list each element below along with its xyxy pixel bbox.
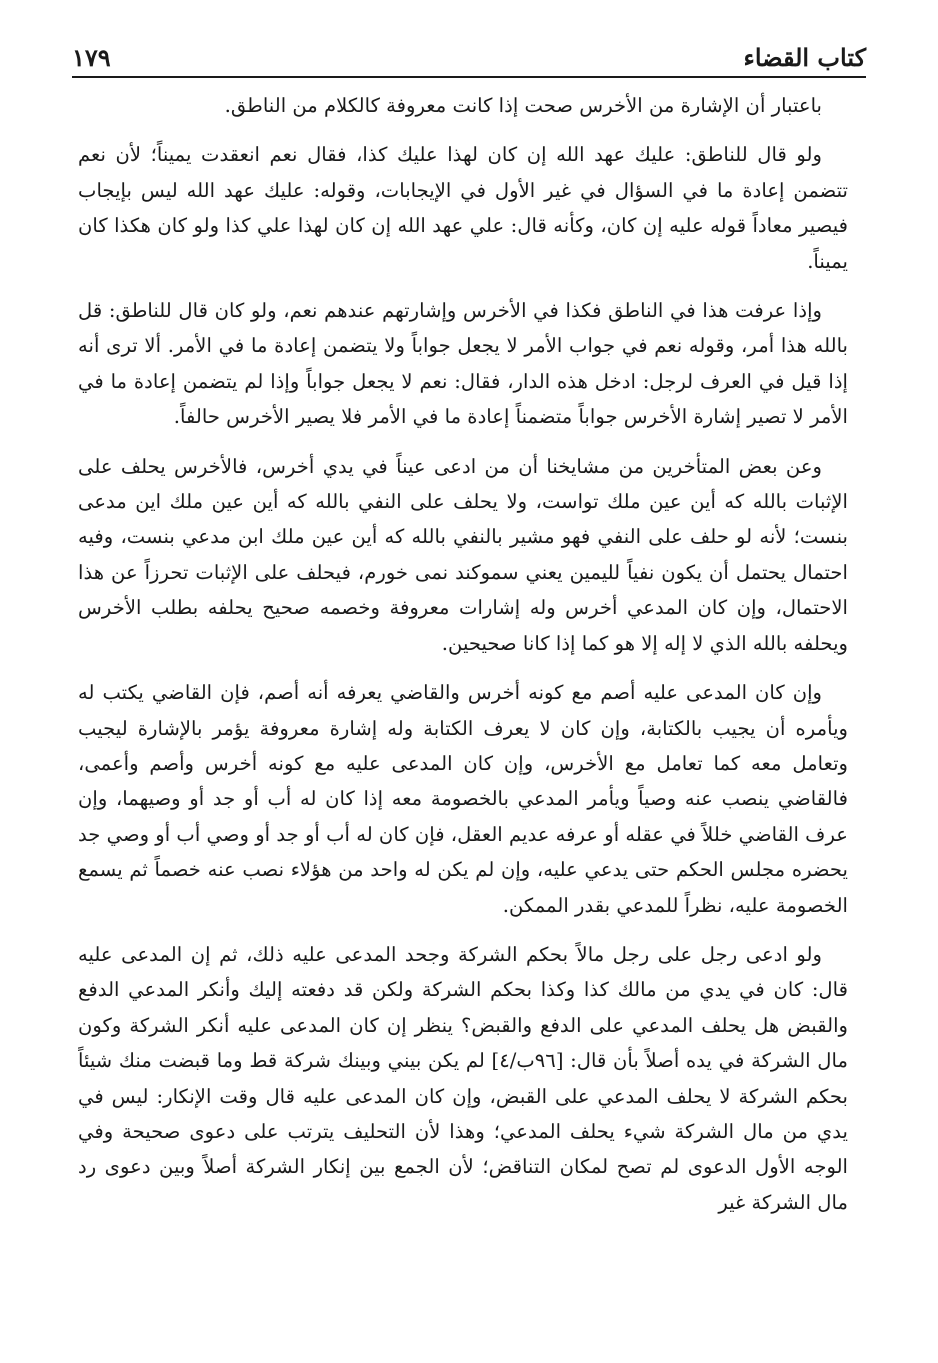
paragraph: ولو ادعى رجل على رجل مالاً بحكم الشركة وجحد المدعى عليه ذلك، ثم إن المدعى عليه قال: كان في يدي من مالك كذا وكذا بحكم الشركة ولكن قد دفعته إليك وأنكر المدعي الدفع والقبض هل يحلف المدعي على الدفع والقبض؟ ينظر إن كان المدعى عليه أنكر الشركة وكون مال الشركة في يده أصلاً بأن قال: [٩٦ب/٤] لم يكن بيني وبينك شركة قط وما قبضت منك شيئاً بحكم الشركة لا يحلف المدعي على القبض، وإن كان المدعى عليه قال وقت الإنكار: ليس في يدي من مال الشركة شيء يحلف المدعي؛ وهذا لأن التحليف يترتب على دعوى صحيحة وفي الوجه الأول الدعوى لم تصح لمكان التناقض؛ لأن الجمع بين إنكار الشركة أصلاً وبين دعوى رد مال الشركة غير [78, 942, 848, 1214]
page-header [72, 30, 866, 78]
paragraph: وإذا عرفت هذا في الناطق فكذا في الأخرس وإشارتهم عندهم نعم، ولو كان قال للناطق: قل بالله هذا أمر، وقوله نعم في جواب الأمر لا يجعل جواباً ولا يتضمن إعادة ما في الأمر. ألا ترى أنه إذا قيل في العرف لرجل: ادخل هذه الدار، فقال: نعم لا يجعل جواباً وإذا لم يتضمن إعادة ما في الأمر لا تصير إشارة الأخرس جواباً متضمناً إعادة ما في الأمر فلا يصير الأخرس حالفاً. [78, 299, 848, 429]
paragraph: ولو قال للناطق: عليك عهد الله إن كان لهذا عليك كذا، فقال نعم انعقدت يميناً؛ لأن نعم تتضمن إعادة ما في السؤال في غير الأول في الإيجابات، وقوله: عليك عهد الله ليس بإيجاب فيصير معاداً قوله عليه إن كان، وكأنه قال: علي عهد الله إن كان لهذا علي كذا ولو كان هكذا كان يميناً. [78, 143, 848, 273]
book-title: كتاب القضاء [743, 43, 866, 72]
paragraph: وإن كان المدعى عليه أصم مع كونه أخرس والقاضي يعرفه أنه أصم، فإن القاضي يكتب له ويأمره أن يجيب بالكتابة، وإن كان لا يعرف الكتابة وله إشارة معروفة يؤمر بالإشارة ليجيب وتعامل معه كما تعامل مع الأخرس، وإن كان المدعى عليه مع كونه أخرس وأصم وأعمى، فالقاضي ينصب عنه وصياً ويأمر المدعي بالخصومة معه إذا كان له أب أو جد أو وصيهما، وإن عرف القاضي خللاً في عقله أو عرفه عديم العقل، فإن كان له أب أو جد أو وصي أب أو وصي جد يحضره مجلس الحكم حتى يدعي عليه، وإن لم يكن له واحد من هؤلاء نصب عنه خصماً ثم يسمع الخصومة عليه، نظراً للمدعي بقدر الممكن. [78, 681, 848, 917]
paragraph: باعتبار أن الإشارة من الأخرس صحت إذا كانت معروفة كالكلام من الناطق. [224, 94, 822, 117]
body-text [78, 88, 848, 1345]
page-number: ١٧٩ [72, 43, 111, 72]
paragraph: وعن بعض المتأخرين من مشايخنا أن من ادعى عيناً في يدي أخرس، فالأخرس يحلف على الإثبات بالله كه أين عين ملك تواست، ولا يحلف على النفي بالله كه أين عين ملك اين مدعى بنست؛ لأنه لو حلف على النفي فهو مشير بالنفي بالله كه أين عين ملك ابن مدعي بنست، وفيه احتمال يحتمل أن يكون نفياً لليمين يعني سموكند نمى خورم، فيحلف على الإثبات تحرزاً عن هذا الاحتمال، وإن كان المدعي أخرس وله إشارات معروفة وخصمه صحيح يحلفه بطلب الأخرس ويحلفه بالله الذي لا إله إلا هو كما إذا كانا صحيحين. [78, 454, 848, 655]
